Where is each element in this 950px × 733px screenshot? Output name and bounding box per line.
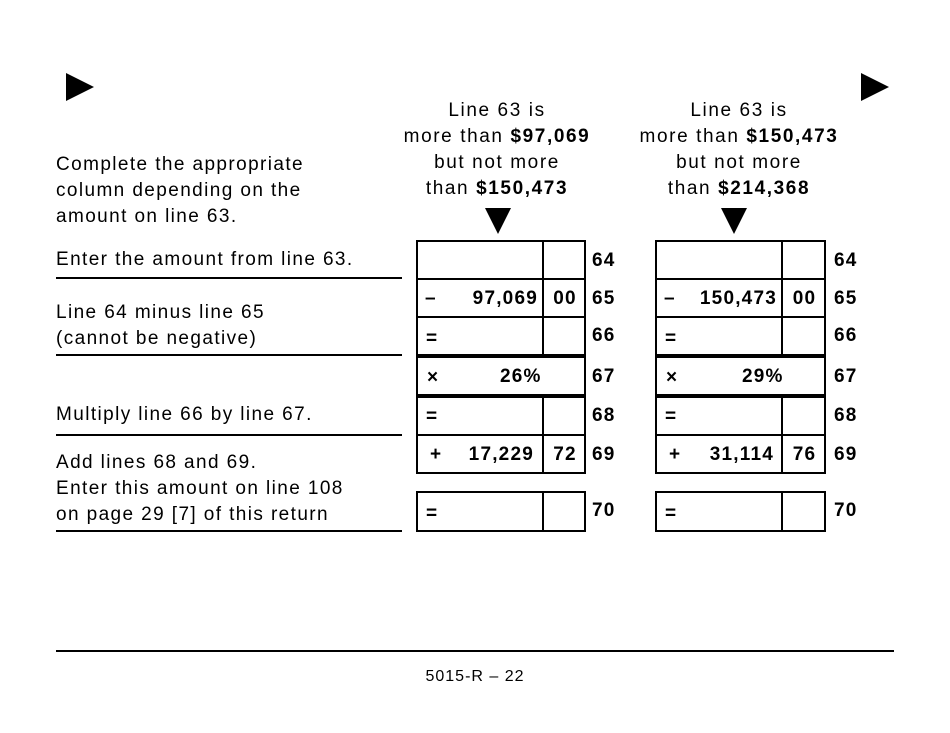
column-b-line-65-cents: 00 [792, 288, 817, 309]
line-70-description [56, 450, 344, 528]
column-a-line-65-dollars: 97,069 [472, 288, 538, 309]
right-arrow-icon [861, 73, 889, 101]
column-b-line-66-field[interactable] [655, 316, 826, 356]
column-a-line-68-field[interactable] [416, 396, 586, 436]
column-a-line-number-67: 67 [592, 366, 616, 387]
column-a-line-number-65: 65 [592, 288, 616, 309]
line-66-description-b: (cannot be negative) [56, 328, 258, 349]
column-b-line-number-64: 64 [834, 250, 858, 271]
line-70-description-a: Add lines 68 and 69. [56, 452, 258, 473]
column-b-line-69-dollars: 31,114 [709, 444, 774, 465]
column-b-line-67-field [655, 356, 826, 396]
line-68-rule [56, 434, 402, 436]
column-b-line-number-70: 70 [834, 500, 858, 521]
line-64-description: Enter the amount from line 63. [56, 249, 354, 270]
line-70-rule [56, 530, 402, 532]
column-a-down-arrow-icon [485, 208, 511, 234]
column-b-line-number-69: 69 [834, 444, 858, 465]
column-b-line-65-sign: – [664, 288, 676, 309]
column-a-line-68-sign: = [426, 406, 439, 427]
intro-line3: amount on line 63. [56, 206, 238, 227]
column-a-head-line3: but not more [434, 152, 560, 173]
column-b-line-68-divider [781, 396, 783, 436]
column-a-line-number-64: 64 [592, 250, 616, 271]
intro-text [56, 152, 304, 230]
column-b-head-line4: than $214,368 [667, 178, 811, 199]
column-b-line-70-sign: = [665, 503, 678, 524]
column-a-line-number-70: 70 [592, 500, 616, 521]
left-arrow-icon [66, 73, 94, 101]
column-b-line-number-65: 65 [834, 288, 858, 309]
column-a-line-69-sign: + [430, 444, 443, 465]
column-b-line-number-67: 67 [834, 366, 858, 387]
column-b-line-68-field[interactable] [655, 396, 826, 436]
column-a-line-69-dollars: 17,229 [468, 444, 534, 465]
column-b-head-line2: more than $150,473 [639, 126, 839, 147]
column-b-line-67-rate: 29% [742, 366, 784, 387]
column-a-line-69-cents: 72 [553, 444, 577, 465]
column-a-head-line2: more than $97,069 [403, 126, 591, 147]
line-64-rule [56, 277, 402, 279]
column-a-line-68-divider [542, 396, 544, 436]
column-a-line-66-sign: = [426, 328, 439, 349]
column-b-line-66-divider [781, 316, 783, 356]
column-b-line-64-field[interactable] [655, 240, 826, 280]
page-number: 5015-R – 22 [425, 668, 525, 685]
column-a-head-line1: Line 63 is [448, 100, 546, 121]
column-a-line-70-field[interactable] [416, 491, 586, 532]
column-b-line-69-cents: 76 [792, 444, 817, 465]
column-b-line-70-divider [781, 491, 783, 532]
line-66-description-a: Line 64 minus line 65 [56, 302, 265, 323]
line-70-description-b: Enter this amount on line 108 [56, 478, 344, 499]
line-68-description: Multiply line 66 by line 67. [56, 404, 313, 425]
column-a-line-66-field[interactable] [416, 316, 586, 356]
intro-line1: Complete the appropriate [56, 154, 305, 175]
intro-line2: column depending on the [56, 180, 302, 201]
column-a-head-line4: than $150,473 [425, 178, 569, 199]
line-70-description-c: on page 29 [7] of this return [56, 504, 329, 525]
line-66-description [56, 300, 265, 352]
column-a-line-64-divider [542, 240, 544, 280]
column-a-header [377, 98, 617, 202]
column-b-line-number-66: 66 [834, 325, 858, 346]
column-b-line-70-field[interactable] [655, 491, 826, 532]
column-a-line-67-rate: 26% [500, 366, 542, 387]
column-a-line-66-divider [542, 316, 544, 356]
column-b-head-line3: but not more [676, 152, 802, 173]
column-a-line-number-68: 68 [592, 405, 616, 426]
column-a-line-65-sign: – [425, 288, 437, 309]
column-a-line-67-sign: × [427, 367, 440, 388]
column-b-head-line1: Line 63 is [690, 100, 788, 121]
column-a-line-number-66: 66 [592, 325, 616, 346]
column-a-line-70-sign: = [426, 503, 439, 524]
column-b-header [614, 98, 864, 202]
column-b-line-67-sign: × [666, 367, 679, 388]
column-a-line-70-divider [542, 491, 544, 532]
line-66-rule [56, 354, 402, 356]
column-b-down-arrow-icon [721, 208, 747, 234]
column-b-line-65-dollars: 150,473 [699, 288, 777, 309]
column-a-line-number-69: 69 [592, 444, 616, 465]
footer-rule [56, 650, 894, 652]
column-a-line-64-field[interactable] [416, 240, 586, 280]
column-b-line-69-sign: + [669, 444, 682, 465]
column-b-line-number-68: 68 [834, 405, 858, 426]
column-b-line-68-sign: = [665, 406, 678, 427]
column-a-line-65-cents: 00 [553, 288, 577, 309]
column-b-line-66-sign: = [665, 328, 678, 349]
column-b-line-64-divider [781, 240, 783, 280]
